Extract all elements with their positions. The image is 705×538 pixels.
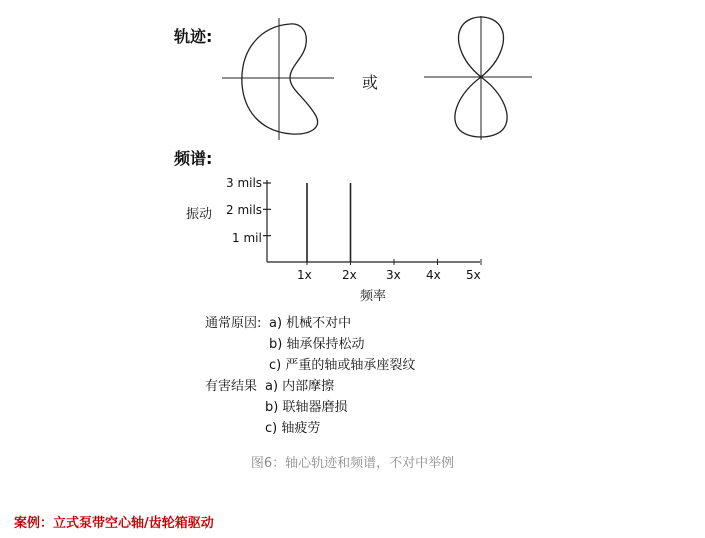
spectrum-label: 频谱: bbox=[174, 149, 213, 168]
y-tick-label: 3 mils bbox=[226, 176, 263, 190]
usual-cause-item: a) 机械不对中 bbox=[269, 316, 352, 331]
x-tick-label: 5x bbox=[466, 268, 481, 282]
figure-caption: 图6：轴心轨迹和频谱，不对中举例 bbox=[250, 456, 455, 471]
orbit-label: 轨迹: bbox=[174, 27, 213, 46]
case-title: 案例：立式泵带空心轴/齿轮箱驱动 bbox=[14, 516, 214, 531]
x-tick-label: 1x bbox=[297, 268, 312, 282]
x-axis-label: 频率 bbox=[360, 289, 387, 304]
harm-result-item: a) 内部摩擦 bbox=[265, 379, 335, 394]
usual-causes-title: 通常原因: bbox=[205, 316, 262, 331]
y-tick-label: 2 mils bbox=[226, 203, 263, 217]
x-tick-label: 2x bbox=[342, 268, 357, 282]
x-tick-label: 3x bbox=[386, 268, 401, 282]
harm-result-item: c) 轴疲劳 bbox=[265, 421, 321, 436]
or-text: 或 bbox=[362, 73, 379, 92]
y-tick-label: 1 mil bbox=[232, 231, 262, 245]
harm-result-item: b) 联轴器磨损 bbox=[265, 400, 348, 415]
usual-cause-item: c) 严重的轴或轴承座裂纹 bbox=[269, 358, 416, 373]
y-axis-label: 振动 bbox=[186, 207, 213, 222]
harm-results-title: 有害结果 bbox=[205, 379, 258, 394]
usual-cause-item: b) 轴承保持松动 bbox=[269, 337, 365, 352]
x-tick-label: 4x bbox=[426, 268, 441, 282]
